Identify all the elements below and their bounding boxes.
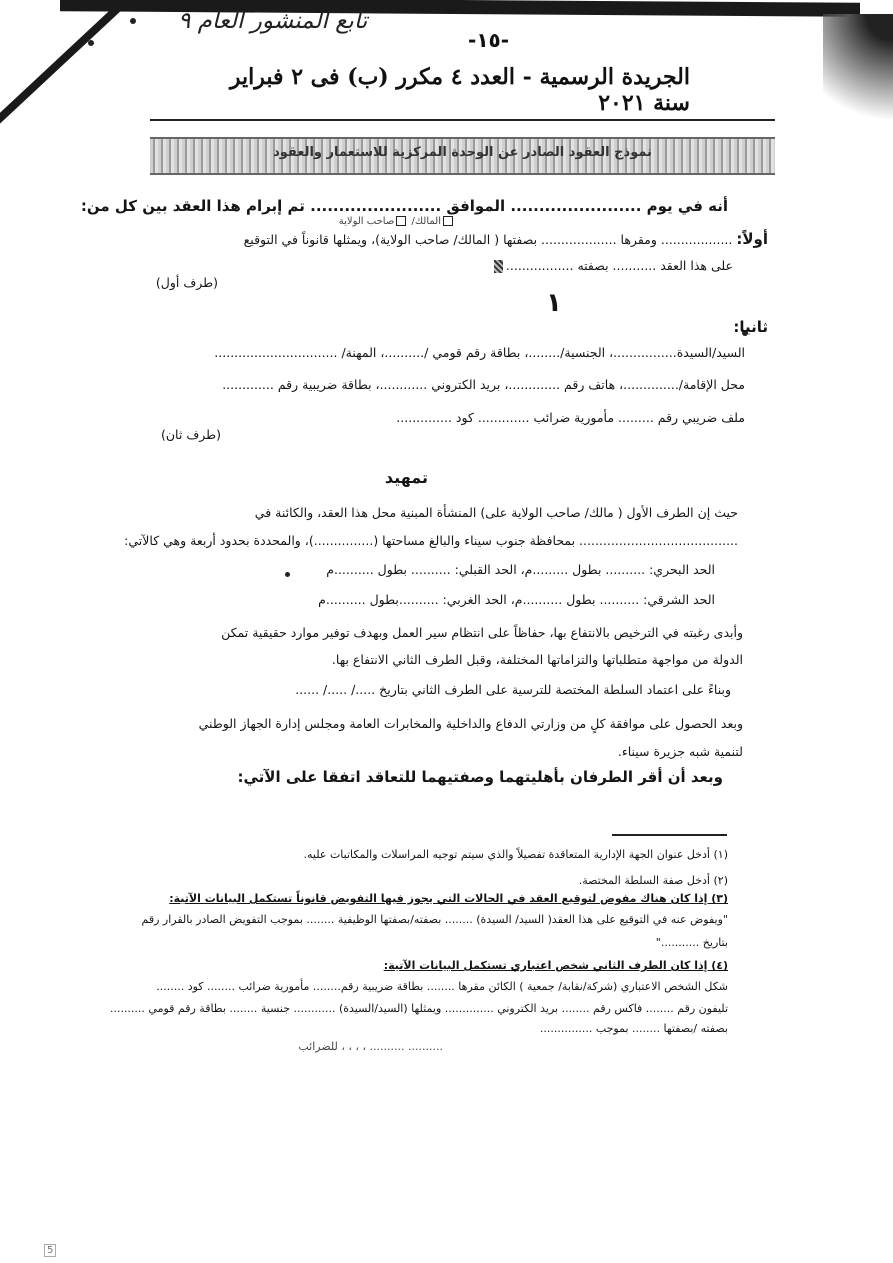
speck [285, 572, 290, 577]
gazette-header: الجريدة الرسمية - العدد ٤ مكرر (ب) فى ٢ فبراير سنة ٢٠٢١ [229, 64, 690, 116]
second-party-line2: محل الإقامة/..............، هاتف رقم .............، بريد الكتروني ............، بطاقة ضريبية رقم ............. [222, 377, 745, 392]
speck [130, 18, 136, 24]
handwritten-note: تابع المنشور العام ٩ [178, 8, 368, 34]
page-number: -١٥- [468, 28, 510, 52]
second-label: ثانيا: [733, 318, 768, 336]
footnote-3-heading: (٣) إذا كان هناك مفوض لتوقيع العقد في الحالات التي يجوز فيها التفويض قانوناً تستكمل البيانات الآتية: [169, 892, 728, 905]
owner-checkbox[interactable] [443, 216, 453, 226]
preamble-p2-l2: الدولة من مواجهة متطلباتها والتزاماتها المختلفة، وقبل الطرف الثاني الانتفاع بها. [331, 652, 743, 667]
footnote-3-line1: "ويفوض عنه في التوقيع على هذا العقد( السيد/ السيدة) ........ بصفته/بصفتها الوظيفية ........ بموجب التفويض الصادر بالقرار رقم [141, 913, 728, 926]
footnote-4-line1: شكل الشخص الاعتباري (شركة/نقابة/ جمعية ) الكائن مقرها ........ بطاقة ضريبية رقم........ مأمورية ضرائب ........ كود ........ [156, 980, 728, 993]
footnote-4-line4: .......... .......... ، ، ، ، للضرائب [298, 1040, 443, 1053]
footnote-marker [494, 260, 503, 273]
first-party-line [244, 230, 768, 248]
party1-tag: (طرف أول) [155, 275, 218, 290]
second-party-line3: ملف ضريبي رقم ......... مأمورية ضرائب ............. كود .............. [396, 410, 745, 425]
footnote-3-line2: بتاريخ ..........." [655, 936, 728, 949]
footnote-4-line3: بصفته /بصفتها ........ بموجب ............... [539, 1022, 728, 1035]
first-party-line2-text: على هذا العقد ........... بصفته ................. [505, 258, 733, 273]
first-party-options [339, 216, 455, 227]
preamble-p2-l1: وأبدى رغبته في الترخيص بالانتفاع بها، حفاظاً على انتظام سير العمل وبهدف توفير موارد حقيقية تمكن [221, 625, 743, 640]
owner-option: المالك/ [411, 216, 441, 227]
footnote-rule [612, 834, 727, 836]
preamble-heading: تمهيد [384, 468, 428, 487]
page-stamp: 5 [44, 1244, 56, 1257]
preamble-p4-l2: لتنمية شبه جزيرة سيناء. [617, 744, 743, 759]
footnote-2: (٢) أدخل صفة السلطة المختصة. [578, 874, 728, 887]
preamble-p3: وبناءً على اعتماد السلطة المختصة للترسية على الطرف الثاني بتاريخ ...../ ...../ ...... [295, 682, 731, 697]
footnote-4-line2: تليفون رقم ........ فاكس رقم ........ بريد الكتروني .............. ويمثلها (السيد/السيدة) ............ جنسية ........ بطاقة رقم قومي .......... [109, 1002, 728, 1015]
holder-checkbox[interactable] [396, 216, 406, 226]
speck [88, 40, 94, 46]
holder-option: صاحب الولاية [338, 216, 395, 227]
intro-line: أنه في يوم ....................... الموافق ....................... تم إبرام هذا العقد بين كل من: [80, 197, 728, 215]
footnote-1: (١) أدخل عنوان الجهة الإدارية المتعاقدة تفصيلاً والذي سيتم توجيه المراسلات والمكاتبات عليه. [303, 848, 728, 861]
preamble-p1-l1: حيث إن الطرف الأول ( مالك/ صاحب الولاية على) المنشأة المبنية محل هذا العقد، والكائنة في [254, 505, 738, 520]
footnote-4-heading: (٤) إذا كان الطرف الثاني شخص اعتباري تستكمل البيانات الآتية: [383, 959, 728, 972]
preamble-closing: وبعد أن أقر الطرفان بأهليتهما وصفتيهما للتعاقد اتفقا على الآتي: [237, 768, 723, 786]
header-rule [150, 119, 775, 121]
preamble-p4-l1: وبعد الحصول على موافقة كلٍ من وزارتي الدفاع والداخلية والمخابرات العامة ومجلس إدارة الجهاز الوطني [198, 716, 743, 731]
party2-tag: (طرف ثان) [161, 427, 221, 442]
first-label: أولاً: [736, 230, 768, 248]
contract-title: نموذج العقود الصادر عن الوحدة المركزية للاستعمار والعقود [273, 145, 652, 160]
preamble-p1-l2: ........................................ بمحافظة جنوب سيناء والبالغ مساحتها (...............)، والمحددة بحدود أربعة وهي كالآتي: [124, 533, 738, 548]
boundary-north-south: الحد البحري: .......... بطول .........م، الحد القبلي: .......... بطول ..........م [326, 562, 715, 577]
boundary-east-west: الحد الشرقي: .......... بطول ..........م، الحد الغربي: ..........بطول ..........م [318, 592, 715, 607]
scan-corner-shadow [823, 14, 893, 144]
first-party-line2 [491, 258, 733, 273]
first-party-text: .................. ومقرها ................... بصفتها ( المالك/ صاحب الولاية)، ويمثلها قانوناً في التوقيع [243, 232, 733, 247]
contract-title-band [150, 137, 775, 175]
second-party-line1: السيد/السيدة................، الجنسية/........، بطاقة رقم قومي /..........، المهنة/ ............................... [214, 345, 745, 360]
handwritten-mark: ١ [546, 288, 562, 318]
